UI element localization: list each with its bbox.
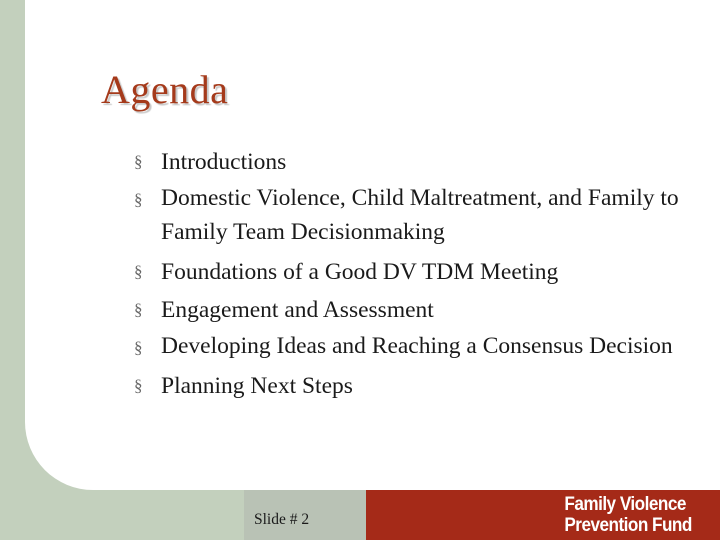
agenda-item	[134, 329, 694, 363]
slide-number: Slide # 2	[254, 511, 310, 528]
bullet-icon: §	[134, 300, 143, 319]
slide-footer	[0, 490, 720, 540]
brand-logo	[565, 494, 692, 536]
agenda-list	[134, 143, 694, 405]
slide-title: Agenda	[101, 67, 229, 112]
slide-number-box	[244, 490, 366, 540]
brand-line-1: Family Violence	[564, 493, 687, 515]
agenda-item-text: Domestic Violence, Child Maltreatment, and Family to Family Team Decisionmaking	[161, 185, 679, 245]
agenda-item	[134, 181, 694, 249]
bullet-icon: §	[134, 338, 143, 357]
agenda-item-text: Introductions	[161, 149, 287, 175]
bullet-icon: §	[134, 190, 143, 209]
agenda-item	[134, 143, 694, 181]
agenda-item-text: Developing Ideas and Reaching a Consensus Decision	[161, 333, 673, 359]
agenda-item-text: Foundations of a Good DV TDM Meeting	[161, 259, 559, 285]
agenda-item	[134, 253, 694, 291]
agenda-item-text: Planning Next Steps	[161, 373, 353, 399]
agenda-item	[134, 367, 694, 405]
agenda-item-text: Engagement and Assessment	[161, 297, 434, 323]
agenda-item	[134, 291, 694, 329]
bullet-icon: §	[134, 376, 143, 395]
brand-line-2: Prevention Fund	[564, 514, 692, 536]
bullet-icon: §	[134, 152, 143, 171]
bullet-icon: §	[134, 262, 143, 281]
brand-band	[366, 490, 720, 540]
